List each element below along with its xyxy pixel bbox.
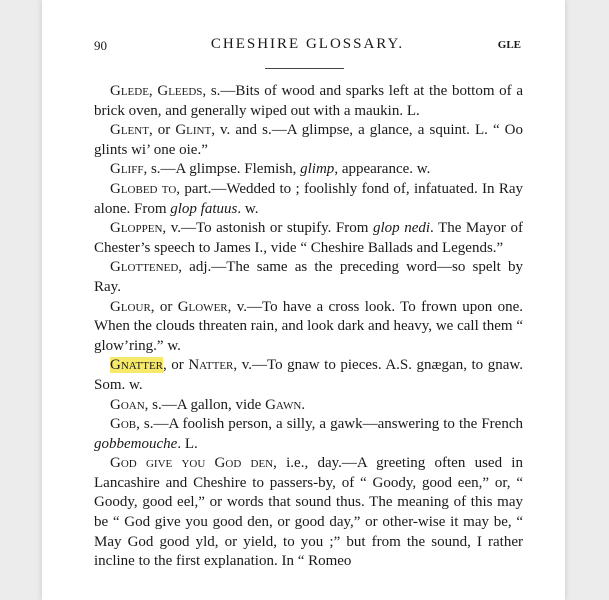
entry-headword-alt: Glint — [175, 122, 212, 139]
header-rule — [265, 68, 344, 69]
entry-text: . The Mayor of Chester’s speech to James I., vide “ Cheshire Ballads and Legends.” — [94, 220, 523, 256]
entry-headword: Gob — [110, 416, 137, 433]
entry-text: , or — [163, 357, 189, 374]
entry-text: , s.—A glimpse. Flemish, — [143, 161, 301, 178]
glossary-entry — [94, 298, 523, 357]
entry-headword: Gloppen — [110, 220, 163, 237]
glossary-body — [94, 82, 523, 572]
entry-text: , v. and s.—A glimpse, a glance, a squint. L. “ Oo glints wi’ one oie.” — [94, 122, 524, 158]
entry-text: , or — [150, 298, 178, 315]
glossary-entry — [94, 415, 523, 454]
glossary-entry — [94, 160, 523, 180]
entry-headword: Glent — [110, 122, 149, 139]
glossary-entry — [94, 121, 523, 160]
highlighted-headword: Gnatter — [110, 357, 163, 374]
entry-headword: Glour — [110, 298, 151, 315]
entry-text: , part.—Wedded to ; foolishly fond of, infatuated. In Ray alone. From — [94, 180, 523, 217]
glossary-entry — [94, 258, 523, 297]
entry-text: , s.—A gallon, vide — [144, 396, 266, 413]
entry-headword-alt: Gawn — [265, 396, 302, 413]
glossary-entry — [94, 396, 523, 416]
entry-text: , s.—A foolish person, a silly, a gawk—answering to the French — [136, 416, 523, 433]
glossary-entry — [94, 82, 523, 121]
entry-italic: glimp — [300, 161, 335, 178]
page-number: 90 — [94, 38, 107, 53]
guide-word: GLE — [497, 39, 521, 51]
entry-text: . L. — [177, 435, 198, 452]
entry-italic: glop nedi — [372, 220, 431, 237]
entry-headword: Glottened — [110, 259, 179, 276]
entry-italic: glop fatuus — [170, 200, 238, 217]
glossary-entry — [94, 180, 523, 219]
entry-headword-alt: Natter — [188, 357, 234, 374]
glossary-entry — [94, 356, 523, 395]
entry-headword-alt: Glower — [177, 298, 228, 315]
entry-italic: gobbemouche — [94, 435, 178, 452]
entry-headword: God give you God den — [110, 455, 274, 472]
glossary-entry — [94, 454, 523, 572]
entry-text: , v.—To astonish or stupify. From — [162, 220, 373, 237]
entry-text: , s.—Bits of wood and sparks left at the bottom of a brick oven, and generally wiped out with a maukin. L. — [94, 83, 523, 119]
entry-headword: Glede, Gleeds — [110, 83, 203, 99]
entry-text: , or — [148, 122, 176, 139]
entry-headword: Gliff — [110, 161, 144, 178]
entry-text: , adj.—The same as the preceding word—so spelt by Ray. — [94, 259, 523, 295]
document-page — [42, 0, 565, 600]
entry-headword: Globed to — [110, 180, 177, 197]
glossary-entry — [94, 219, 523, 258]
entry-text: , v.—To gnaw to pieces. A.S. gnægan, to gnaw. Som. w. — [94, 357, 523, 393]
entry-text: , v.—To have a cross look. To frown upon one. When the clouds threaten rain, and look dark and heavy, we call them “ glow’ring.” w. — [94, 298, 523, 354]
entry-text: . w. — [237, 200, 259, 217]
entry-text: . — [301, 396, 306, 413]
entry-headword: Goan — [110, 396, 145, 413]
page-header — [94, 36, 521, 58]
entry-text: , appearance. w. — [334, 161, 431, 178]
page-title: CHESHIRE GLOSSARY. — [210, 36, 405, 52]
entry-text: , i.e., day.—A greeting often used in Lancashire and Cheshire to passers-by, of “ Goody, good een,” or, “ Goody, good eel,” or words that sound thus. The meaning of this may be “ God give you good den, or good day,” or other-wise it may be, “ May God good yld, or yield, to you ;” but from the sound, I rather incline to the first explanation. In “ Romeo — [94, 455, 523, 570]
